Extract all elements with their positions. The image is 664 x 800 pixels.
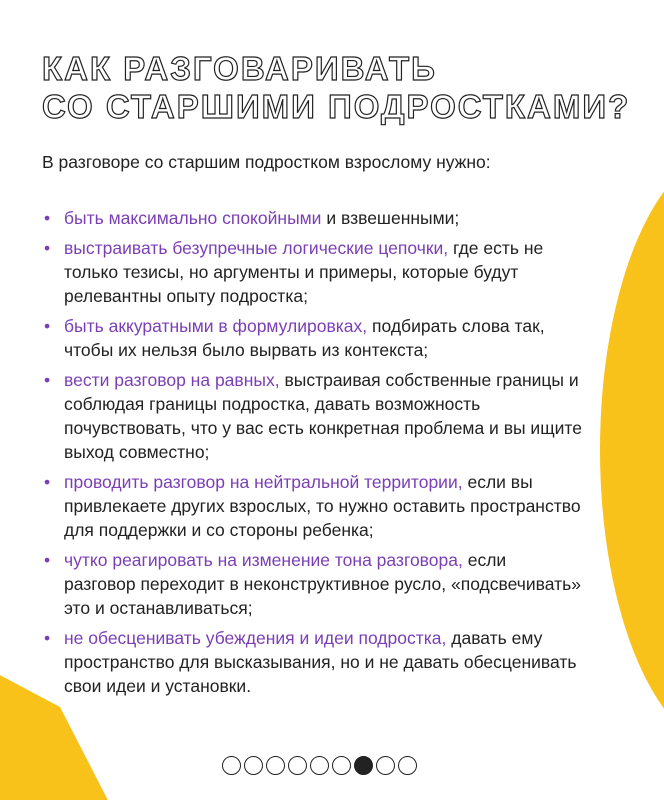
list-item bbox=[42, 236, 582, 308]
intro-text: В разговоре со старшим подростком взрослому нужно: bbox=[42, 152, 491, 172]
list-item bbox=[42, 626, 582, 698]
pagination-dot-active[interactable] bbox=[354, 756, 373, 775]
list-item bbox=[42, 314, 582, 362]
item-text: если вы привлекаете других взрослых, то нужно оставить пространство для поддержки и со стороны ребенка; bbox=[64, 472, 581, 540]
item-text: подбирать слова так, чтобы их нельзя было вырвать из контекста; bbox=[64, 316, 545, 360]
pagination-dot[interactable] bbox=[222, 756, 241, 775]
item-text: где есть не только тезисы, но аргументы и примеры, которые будут релевантны опыту подростка; bbox=[64, 238, 544, 306]
pagination-dot[interactable] bbox=[266, 756, 285, 775]
pagination-dot[interactable] bbox=[332, 756, 351, 775]
bullet-icon: • bbox=[44, 208, 51, 228]
list-item bbox=[42, 368, 582, 464]
item-text: давать ему пространство для высказывания, но и не давать обесценивать свои идеи и установки. bbox=[64, 628, 577, 696]
bullet-icon: • bbox=[44, 316, 51, 336]
bullet-icon: • bbox=[44, 550, 51, 570]
item-text: и взвешенными; bbox=[321, 208, 460, 228]
bullet-icon: • bbox=[44, 238, 51, 258]
page-title bbox=[42, 50, 642, 126]
item-highlight: выстраивать безупречные логические цепочки, bbox=[64, 238, 449, 258]
list-item bbox=[42, 548, 582, 620]
bullet-icon: • bbox=[44, 370, 51, 390]
pagination-dots bbox=[222, 756, 417, 775]
item-text: если разговор переходит в неконструктивное русло, «подсвечивать» это и останавливаться; bbox=[64, 550, 581, 618]
item-highlight: вести разговор на равных, bbox=[64, 370, 280, 390]
list-item bbox=[42, 206, 582, 230]
yellow-decor-shape-right bbox=[600, 150, 664, 750]
item-highlight: чутко реагировать на изменение тона разговора, bbox=[64, 550, 463, 570]
item-highlight: проводить разговор на нейтральной территории, bbox=[64, 472, 463, 492]
pagination-dot[interactable] bbox=[310, 756, 329, 775]
pagination-dot[interactable] bbox=[244, 756, 263, 775]
bullet-icon: • bbox=[44, 472, 51, 492]
pagination-dot[interactable] bbox=[398, 756, 417, 775]
item-text: выстраивая собственные границы и соблюдая границы подростка, давать возможность почувствовать, что у вас есть конкретная проблема и вы ищите выход совместно; bbox=[64, 370, 582, 462]
item-highlight: быть максимально спокойными bbox=[64, 208, 322, 228]
item-highlight: не обесценивать убеждения и идеи подростка, bbox=[64, 628, 447, 648]
bullet-icon: • bbox=[44, 628, 51, 648]
pagination-dot[interactable] bbox=[376, 756, 395, 775]
item-highlight: быть аккуратными в формулировках, bbox=[64, 316, 368, 336]
title-line-2: СО СТАРШИМИ ПОДРОСТКАМИ? bbox=[42, 88, 631, 125]
title-line-1: КАК РАЗГОВАРИВАТЬ bbox=[42, 50, 437, 87]
pagination-dot[interactable] bbox=[288, 756, 307, 775]
list-item bbox=[42, 470, 582, 542]
advice-list bbox=[42, 206, 582, 704]
